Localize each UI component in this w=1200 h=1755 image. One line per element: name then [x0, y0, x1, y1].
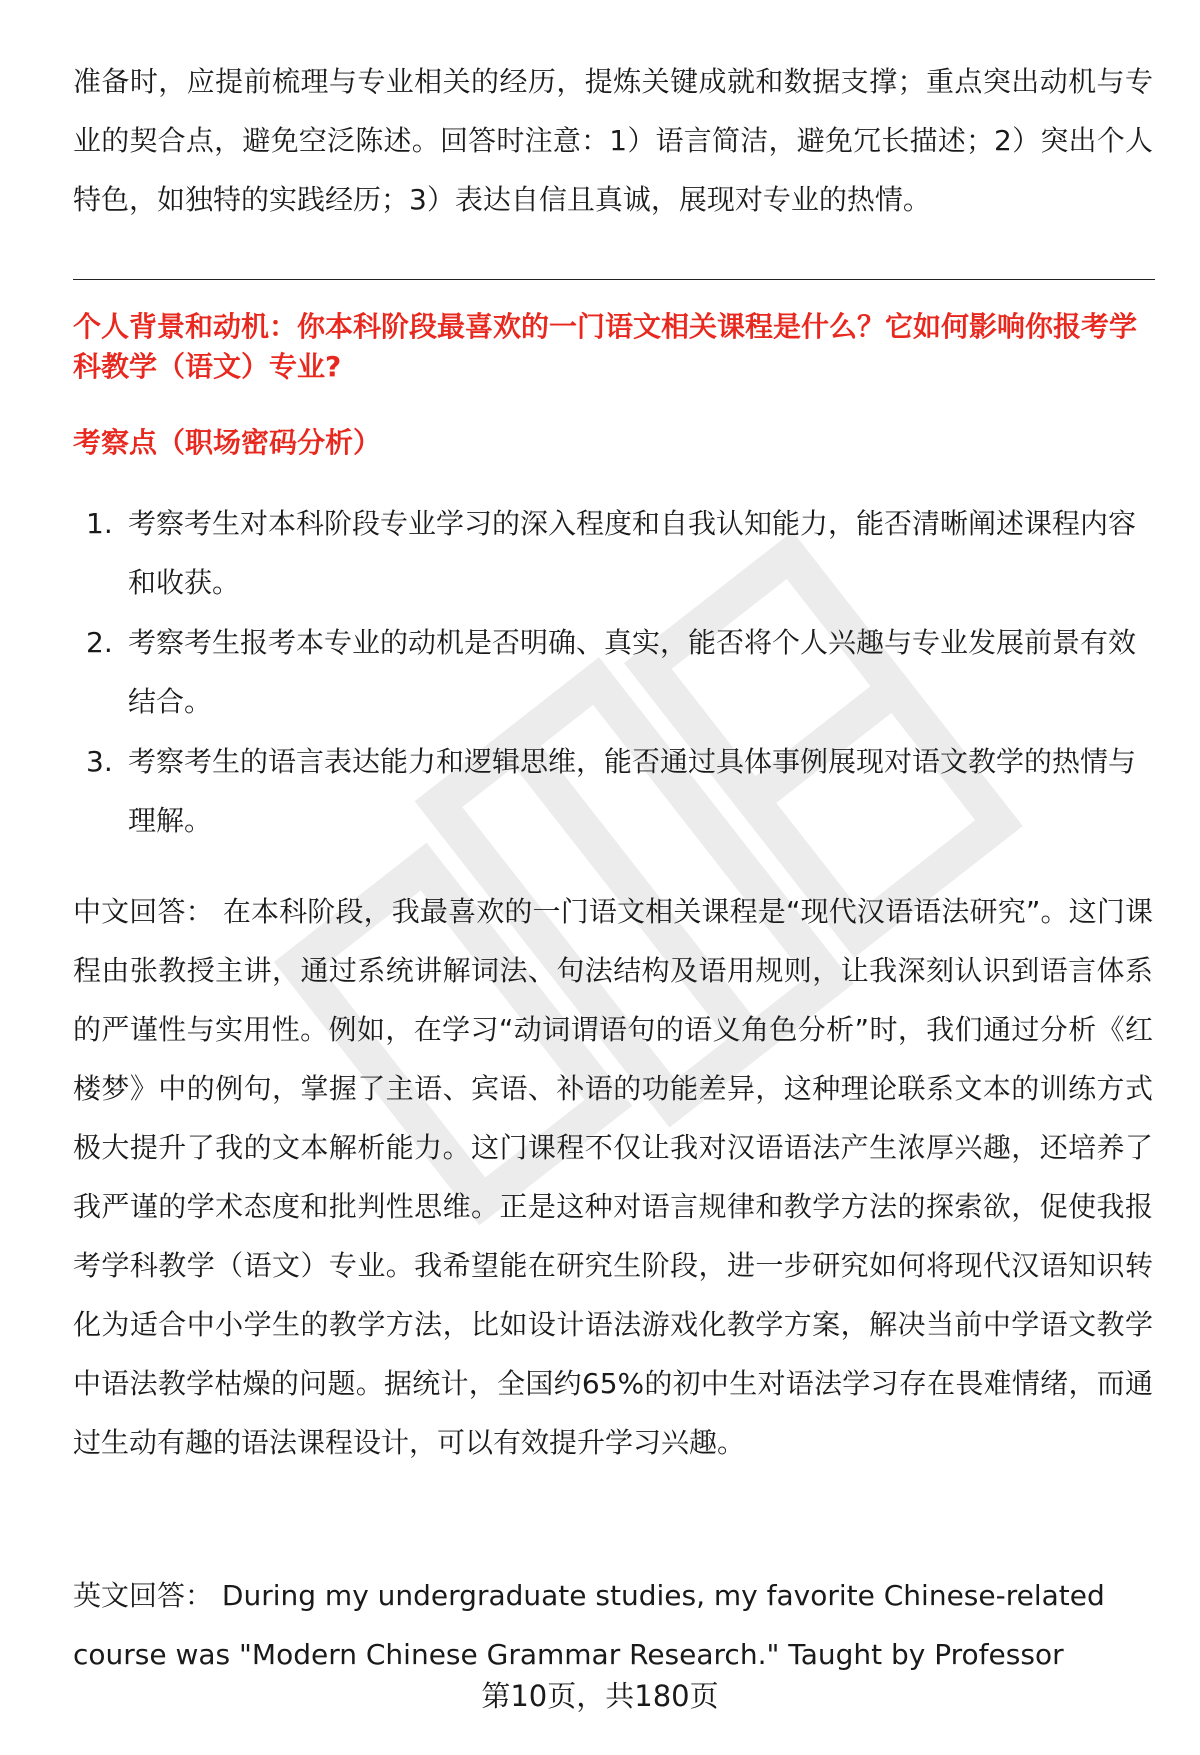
- assessment-point: [73, 613, 1155, 731]
- point-text: 考察考生对本科阶段专业学习的深入程度和自我认知能力，能否清晰阐述课程内容和收获。: [128, 507, 1137, 599]
- assessment-point: [73, 494, 1155, 612]
- assessment-heading: 考察点（职场密码分析）: [73, 426, 382, 459]
- chinese-answer: 中文回答： 在本科阶段，我最喜欢的一门语文相关课程是“现代汉语语法研究”。这门课程由张教授主讲，通过系统讲解词法、句法结构及语用规则，让我深刻认识到语言体系的严谨性与实用性。例如，在学习“动词谓语句的语义角色分析”时，我们通过分析《红楼梦》中的例句，掌握了主语、宾语、补语的功能差异，这种理论联系文本的训练方式极大提升了我的文本解析能力。这门课程不仅让我对汉语语法产生浓厚兴趣，还培养了我严谨的学术态度和批判性思维。正是这种对语言规律和教学方法的探索欲，促使我报考学科教学（语文）专业。我希望能在研究生阶段，进一步研究如何将现代汉语知识转化为适合中小学生的教学方法，比如设计语法游戏化教学方案，解决当前中学语文教学中语法教学枯燥的问题。据统计，全国约65%的初中生对语法学习存在畏难情绪，而通过生动有趣的语法课程设计，可以有效提升学习兴趣。: [73, 895, 1153, 1459]
- point-text: 考察考生的语言表达能力和逻辑思维，能否通过具体事例展现对语文教学的热情与理解。: [128, 745, 1137, 837]
- page-footer: 第10页，共180页: [481, 1679, 719, 1713]
- question-heading: 个人背景和动机：你本科阶段最喜欢的一门语文相关课程是什么？它如何影响你报考学科教学（语文）专业?: [73, 310, 1138, 383]
- point-number: 3.: [86, 745, 113, 778]
- assessment-points-list: [73, 494, 1155, 851]
- point-text: 考察考生报考本专业的动机是否明确、真实，能否将个人兴趣与专业发展前景有效结合。: [128, 626, 1137, 718]
- english-answer: 英文回答： During my undergraduate studies, my favorite Chinese-related course was "Modern Chinese Grammar Research." Taught by Professor: [73, 1579, 1105, 1671]
- section-divider: [73, 279, 1155, 280]
- assessment-point: [73, 732, 1155, 850]
- point-number: 2.: [86, 626, 113, 659]
- intro-paragraph: 准备时，应提前梳理与专业相关的经历，提炼关键成就和数据支撑；重点突出动机与专业的契合点，避免空泛陈述。回答时注意：1）语言简洁，避免冗长描述；2）突出个人特色，如独特的实践经历；3）表达自信且真诚，展现对专业的热情。: [73, 65, 1153, 216]
- point-number: 1.: [86, 507, 113, 540]
